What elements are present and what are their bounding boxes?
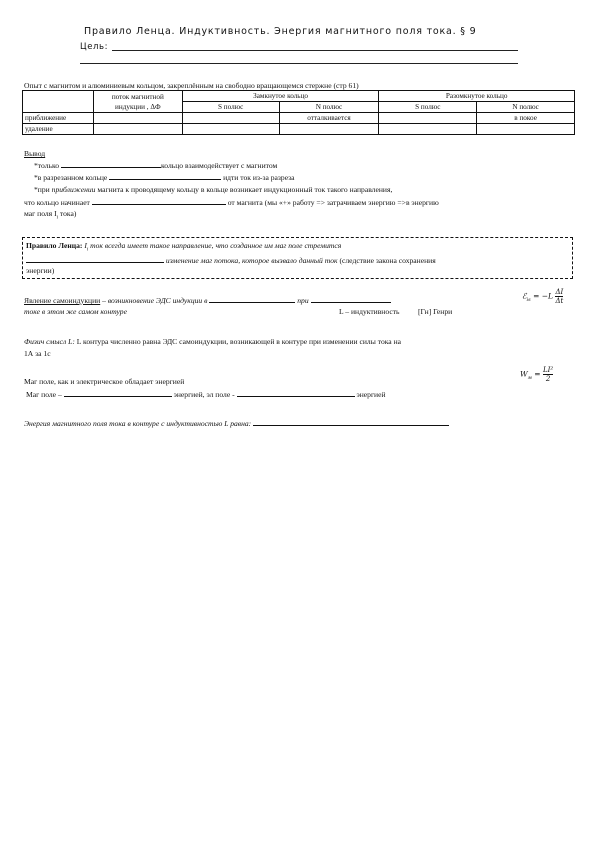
table-cell[interactable] [379,113,477,124]
blank-field[interactable] [237,388,355,397]
formula-numerator: ΔI [555,288,564,296]
conclusion-text: маг поля I [24,209,57,218]
lenz-text: (следствие закона сохранения [337,256,436,265]
conclusion-text: что кольцо начинает [24,198,90,207]
table-cell[interactable] [93,124,182,135]
conclusion-heading: Вывод [24,149,46,158]
table-cell[interactable] [379,124,477,135]
table-header-s-pole: S полюс [182,102,279,113]
goal-label: Цель: [80,42,109,52]
conclusion-text: идти ток из-за разреза [223,173,295,182]
formula-symbol: = [531,369,543,379]
conclusion-text: *в разрезанном кольце [34,173,108,182]
energy-text: энергией, эл поле - [173,390,235,399]
formula-denominator: 2 [545,375,551,383]
energy-final-line [24,417,449,429]
experiment-table [22,90,575,135]
table-header-closed-ring: Замкнутое кольцо [182,91,379,102]
row-label: приближение [23,113,94,124]
lenz-line-3: энергии) [26,266,55,275]
conclusion-text: магнита к проводящему кольцу в кольце возникает индукционный ток такого направления, [97,185,393,194]
energy-line-2 [26,388,386,400]
blank-field[interactable] [92,196,226,205]
page-title: Правило Ленца. Индуктивность. Энергия магнитного поля тока. § 9 [84,26,477,37]
table-cell[interactable] [93,113,182,124]
lenz-text: изменение маг потока, которое вызвало данный ток [165,256,338,265]
subscript: i [86,247,89,253]
flux-header-line1: поток магнитной [111,92,164,101]
blank-field[interactable] [209,294,295,303]
energy-text: энергией [356,390,386,399]
formula-symbol: W [520,369,528,379]
physical-meaning-line-1 [24,336,401,347]
table-cell[interactable] [182,124,279,135]
table-header-n-pole: N полюс [279,102,379,113]
formula-symbol: ℰ [522,291,527,301]
table-header-s-pole: S полюс [379,102,477,113]
table-row [23,113,575,124]
blank-field[interactable] [109,171,221,180]
energy-final-text: Энергия магнитного поля тока в контуре с индуктивностью L равна: [24,419,252,428]
self-induction-line-2: токе в этом же самом контуре [24,307,127,316]
conclusion-text: *при [34,185,50,194]
conclusion-text: кольцо взаимодействует с магнитом [160,161,278,170]
conclusion-line-2 [34,171,295,183]
subscript: м [527,375,532,381]
table-corner-cell [23,91,94,113]
experiment-intro: Опыт с магнитом и алюминиевым кольцом, закреплённым на свободно вращающемся стержне (стр 61) [24,81,359,90]
flux-header-line2: индукции , ΔФ [115,102,161,111]
lenz-line-2 [26,254,436,266]
formula-denominator: Δt [555,297,564,305]
self-induction-line-1 [24,294,391,306]
lenz-text: I [84,241,87,250]
lenz-label: Правило Ленца: [26,241,83,250]
physical-meaning-text: L контура численно равна ЭДС самоиндукции, возникающей в контуре при изменении силы тока на [74,337,402,346]
table-header-row [23,91,575,102]
conclusion-text: тока) [58,209,77,218]
formula-fraction [543,366,553,383]
row-label: удаление [23,124,94,135]
blank-field[interactable] [26,254,164,263]
blank-field[interactable] [253,417,449,426]
formula-numerator: LI² [542,366,554,374]
table-cell: отталкивается [279,113,379,124]
table-header-n-pole: N полюс [477,102,575,113]
table-header-flux [93,91,182,113]
conclusion-text-italic: приближении [51,185,96,194]
subscript: is [526,297,531,303]
blank-field[interactable] [61,159,161,168]
formula-fraction [555,288,563,305]
self-induction-text: при [297,296,309,305]
conclusion-line-1 [34,159,277,171]
self-induction-text: – возникновение ЭДС индукции в [100,296,208,305]
table-cell: в покое [477,113,575,124]
blank-field[interactable] [64,388,172,397]
table-cell[interactable] [279,124,379,135]
physical-meaning-label: Физич смысл L: [24,337,75,346]
formula-symbol: = −L [530,291,554,301]
lenz-text: ток всегда имеет такое направление, что созданное им маг поле стремится [88,241,342,250]
table-cell[interactable] [477,124,575,135]
self-induction-formula [522,288,563,305]
blank-field[interactable] [311,294,391,303]
energy-formula [520,366,553,383]
table-cell[interactable] [182,113,279,124]
physical-meaning-line-2: 1А за 1с [24,349,51,358]
energy-text: Маг поле – [26,390,62,399]
conclusion-text: от магнита (мы «+» работу => затрачиваем энергию =>в энергию [227,198,439,207]
conclusion-text: *только [34,161,60,170]
energy-line-1: Маг поле, как и электрическое обладает энергией [24,377,185,386]
inductance-label: L – индуктивность [339,307,400,316]
inductance-unit: [Гн] Генри [418,307,453,316]
goal-blank-line-2[interactable] [80,63,518,64]
subscript: i [56,215,58,221]
table-row [23,124,575,135]
self-induction-term: Явление самоиндукции [24,296,101,305]
conclusion-line-4 [24,196,439,208]
conclusion-line-5 [24,208,76,224]
goal-blank-line-1[interactable] [112,50,518,51]
conclusion-line-3 [34,184,392,195]
table-header-open-ring: Разомкнутое кольцо [379,91,575,102]
